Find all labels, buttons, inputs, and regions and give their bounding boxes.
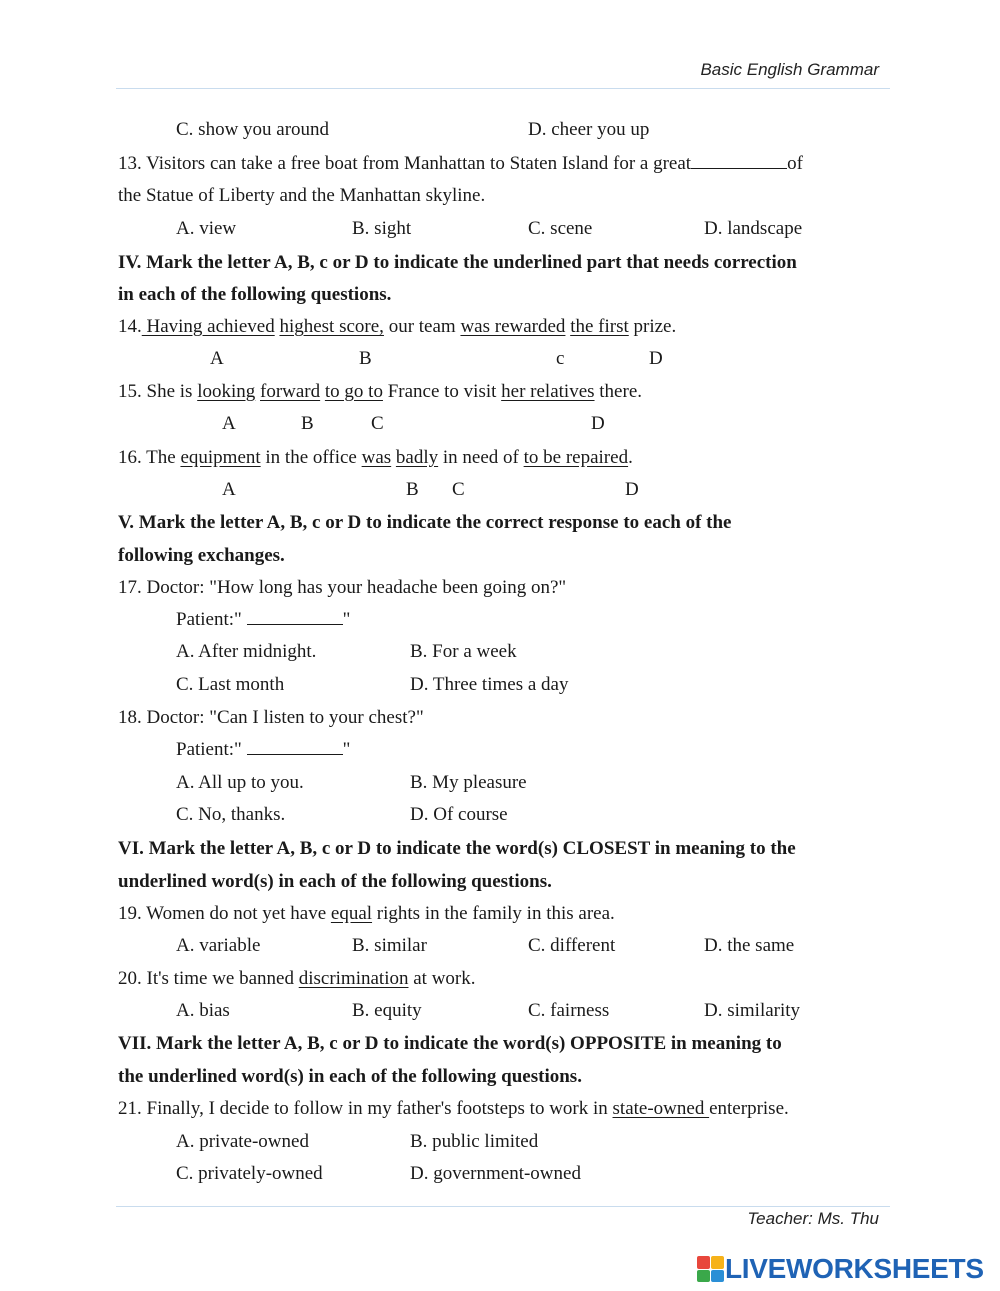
q17-option-a[interactable]: A. After midnight. bbox=[176, 641, 317, 662]
section-4-heading-cont: in each of the following questions. bbox=[118, 284, 392, 305]
q17-option-b[interactable]: B. For a week bbox=[410, 641, 517, 662]
q19-stem bbox=[118, 903, 615, 925]
q13-option-d[interactable]: D. landscape bbox=[704, 218, 803, 239]
q14-part-c[interactable]: was rewarded bbox=[460, 316, 566, 337]
q13-blank[interactable] bbox=[691, 153, 787, 169]
q16-text-mid: in the office bbox=[260, 447, 362, 468]
q18-patient-label: Patient:" bbox=[176, 739, 242, 760]
logo-tile-green bbox=[697, 1270, 710, 1283]
q12-option-d[interactable]: D. cheer you up bbox=[528, 119, 650, 140]
q19-option-a[interactable]: A. variable bbox=[176, 935, 261, 956]
q17-close-quote: " bbox=[342, 609, 351, 630]
q14-part-b[interactable]: highest score, bbox=[279, 316, 384, 337]
logo-tile-red bbox=[697, 1256, 710, 1269]
q17-patient bbox=[176, 609, 350, 631]
q14-part-d[interactable]: the first bbox=[570, 316, 629, 337]
section-5-heading-cont: following exchanges. bbox=[118, 545, 285, 566]
q15-text-end: there. bbox=[594, 381, 643, 402]
q16-part-a[interactable]: equipment bbox=[180, 447, 261, 468]
q15-label-b: B bbox=[301, 413, 314, 434]
q17-stem: 17. Doctor: "How long has your headache been going on?" bbox=[118, 577, 567, 598]
q14-label-a: A bbox=[210, 348, 224, 369]
q18-blank[interactable] bbox=[247, 739, 343, 755]
header-rule bbox=[116, 88, 890, 89]
q20-option-a[interactable]: A. bias bbox=[176, 1000, 230, 1021]
section-6-heading: VI. Mark the letter A, B, c or D to indicate the word(s) CLOSEST in meaning to the bbox=[118, 838, 796, 859]
q19-underlined-word: equal bbox=[330, 903, 373, 924]
q15-label-d: D bbox=[591, 413, 605, 434]
q15-part-a[interactable]: looking bbox=[197, 381, 256, 402]
q19-option-b[interactable]: B. similar bbox=[352, 935, 427, 956]
q13-option-b[interactable]: B. sight bbox=[352, 218, 412, 239]
q16-text-end: . bbox=[628, 447, 633, 468]
q14-label-b: B bbox=[359, 348, 372, 369]
q15-stem bbox=[118, 381, 642, 403]
q20-option-c[interactable]: C. fairness bbox=[528, 1000, 610, 1021]
q18-option-b[interactable]: B. My pleasure bbox=[410, 772, 527, 793]
liveworksheets-logo-icon bbox=[697, 1256, 723, 1282]
q14-part-a[interactable]: Having achieved bbox=[141, 316, 275, 337]
q14-text-end: prize. bbox=[628, 316, 677, 337]
liveworksheets-logo[interactable] bbox=[697, 1254, 984, 1284]
q17-option-d[interactable]: D. Three times a day bbox=[410, 674, 569, 695]
q19-text: 19. Women do not yet have bbox=[118, 903, 331, 924]
q15-label-a: A bbox=[222, 413, 236, 434]
q19-option-d[interactable]: D. the same bbox=[704, 935, 795, 956]
q13-text: 13. Visitors can take a free boat from Manhattan to Staten Island for a great bbox=[118, 153, 692, 174]
section-5-heading: V. Mark the letter A, B, c or D to indicate the correct response to each of the bbox=[118, 512, 732, 533]
q15-part-b[interactable]: forward bbox=[260, 381, 321, 402]
q18-option-d[interactable]: D. Of course bbox=[410, 804, 508, 825]
q13-option-c[interactable]: C. scene bbox=[528, 218, 593, 239]
q17-option-c[interactable]: C. Last month bbox=[176, 674, 285, 695]
q17-patient-label: Patient:" bbox=[176, 609, 242, 630]
q18-patient bbox=[176, 739, 350, 761]
page-footer: Teacher: Ms. Thu bbox=[747, 1209, 879, 1228]
q18-close-quote: " bbox=[342, 739, 351, 760]
q16-label-d: D bbox=[625, 479, 639, 500]
q20-stem bbox=[118, 968, 476, 990]
q14-text: our team bbox=[383, 316, 461, 337]
q15-part-c[interactable]: to go to bbox=[324, 381, 383, 402]
q20-option-b[interactable]: B. equity bbox=[352, 1000, 422, 1021]
q19-option-c[interactable]: C. different bbox=[528, 935, 616, 956]
q14-label-d: D bbox=[649, 348, 663, 369]
q12-option-c[interactable]: C. show you around bbox=[176, 119, 330, 140]
q16-label-b: B bbox=[406, 479, 419, 500]
q15-text-mid: France to visit bbox=[382, 381, 502, 402]
q16-text: 16. The bbox=[118, 447, 181, 468]
q21-option-d[interactable]: D. government-owned bbox=[410, 1163, 581, 1184]
q19-text-end: rights in the family in this area. bbox=[372, 903, 615, 924]
q16-part-d[interactable]: to be repaired bbox=[523, 447, 629, 468]
page-header: Basic English Grammar bbox=[700, 60, 879, 79]
logo-tile-blue bbox=[711, 1270, 724, 1283]
q21-option-a[interactable]: A. private-owned bbox=[176, 1131, 309, 1152]
q13-stem bbox=[118, 153, 803, 175]
footer-rule bbox=[116, 1206, 890, 1207]
q15-text: 15. She is bbox=[118, 381, 198, 402]
q21-underlined-word: state-owned bbox=[612, 1098, 710, 1119]
q18-option-c[interactable]: C. No, thanks. bbox=[176, 804, 286, 825]
q17-blank[interactable] bbox=[247, 609, 343, 625]
q16-label-a: A bbox=[222, 479, 236, 500]
q14-stem bbox=[118, 316, 676, 338]
q20-text: 20. It's time we banned bbox=[118, 968, 299, 989]
q13-stem-cont: the Statue of Liberty and the Manhattan skyline. bbox=[118, 185, 486, 206]
q21-text: 21. Finally, I decide to follow in my father's footsteps to work in bbox=[118, 1098, 613, 1119]
q14-label-c: c bbox=[556, 348, 565, 369]
q21-option-b[interactable]: B. public limited bbox=[410, 1131, 539, 1152]
q20-text-end: at work. bbox=[408, 968, 476, 989]
q20-underlined-word: discrimination bbox=[298, 968, 409, 989]
q21-option-c[interactable]: C. privately-owned bbox=[176, 1163, 323, 1184]
q16-part-b[interactable]: was bbox=[361, 447, 392, 468]
q13-option-a[interactable]: A. view bbox=[176, 218, 237, 239]
section-6-heading-cont: underlined word(s) in each of the following questions. bbox=[118, 871, 552, 892]
logo-tile-yellow bbox=[711, 1256, 724, 1269]
q21-stem bbox=[118, 1098, 789, 1120]
q16-label-c: C bbox=[452, 479, 465, 500]
q13-text-end: of bbox=[787, 153, 803, 174]
section-7-heading: VII. Mark the letter A, B, c or D to indicate the word(s) OPPOSITE in meaning to bbox=[118, 1033, 782, 1054]
q14-number: 14. bbox=[118, 316, 142, 337]
q16-stem bbox=[118, 447, 633, 469]
q16-text-mid-2: in need of bbox=[438, 447, 524, 468]
q16-part-c[interactable]: badly bbox=[395, 447, 439, 468]
q20-option-d[interactable]: D. similarity bbox=[704, 1000, 801, 1021]
q18-stem: 18. Doctor: "Can I listen to your chest?" bbox=[118, 707, 424, 728]
section-7-heading-cont: the underlined word(s) in each of the following questions. bbox=[118, 1066, 582, 1087]
q21-text-end: enterprise. bbox=[709, 1098, 789, 1119]
q18-option-a[interactable]: A. All up to you. bbox=[176, 772, 304, 793]
liveworksheets-wordmark: LIVEWORKSHEETS bbox=[725, 1253, 984, 1284]
q15-part-d[interactable]: her relatives bbox=[501, 381, 595, 402]
q15-label-c: C bbox=[371, 413, 384, 434]
section-4-heading: IV. Mark the letter A, B, c or D to indicate the underlined part that needs correction bbox=[118, 252, 797, 273]
